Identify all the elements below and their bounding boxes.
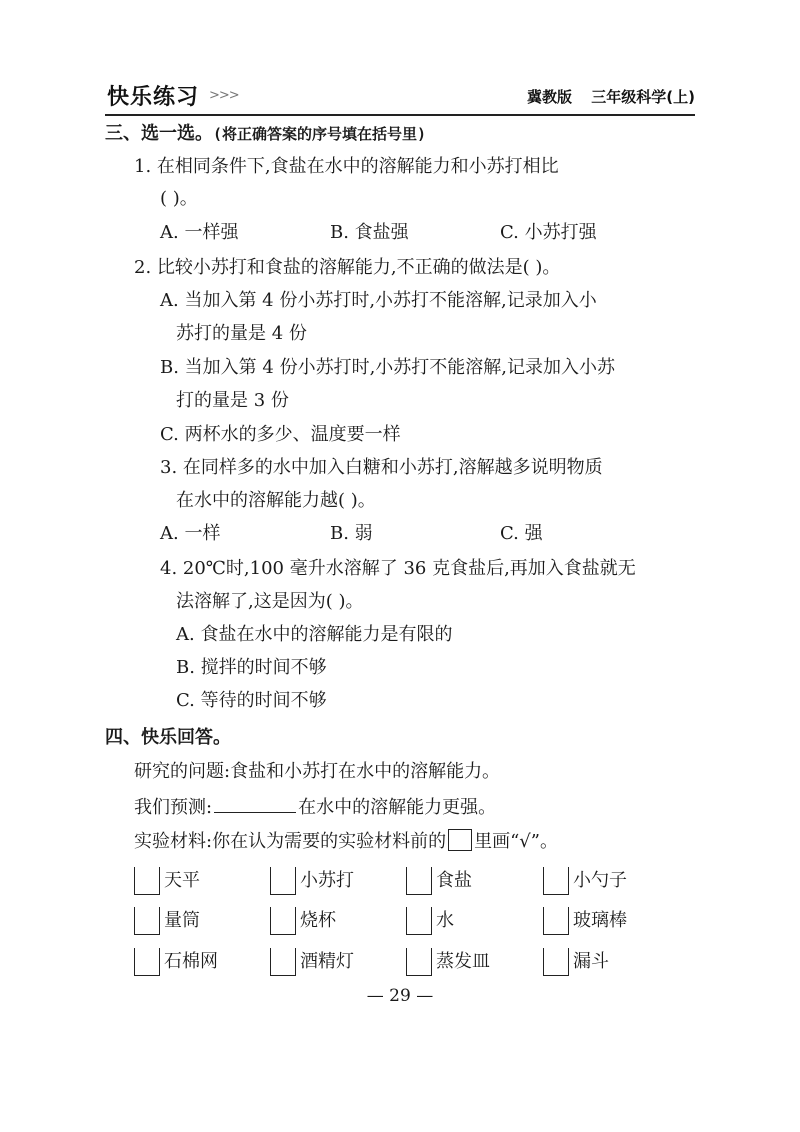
q3-stem-line2[interactable]: 在水中的溶解能力越( )。 — [176, 490, 376, 511]
material-checkbox[interactable] — [270, 867, 296, 895]
page-header — [105, 78, 695, 116]
prediction-line — [134, 794, 496, 820]
header-title: 快乐练习 — [107, 85, 200, 110]
material-checkbox[interactable] — [543, 907, 569, 935]
material-label: 天平 — [164, 870, 200, 891]
q3-option-a[interactable]: A. 一样 — [160, 523, 221, 544]
q2-option-a-line1[interactable]: A. 当加入第 4 份小苏打时,小苏打不能溶解,记录加入小 — [160, 290, 597, 311]
material-checkbox[interactable] — [543, 948, 569, 976]
material-label: 酒精灯 — [300, 951, 354, 972]
material-checkbox[interactable] — [270, 907, 296, 935]
material-label: 小勺子 — [573, 870, 627, 891]
q4-option-b[interactable]: B. 搅拌的时间不够 — [176, 657, 327, 678]
research-question: 研究的问题:食盐和小苏打在水中的溶解能力。 — [134, 761, 501, 782]
q1-option-a[interactable]: A. 一样强 — [160, 222, 239, 243]
header-arrows-decoration: >>> — [209, 88, 239, 103]
q2-option-c[interactable]: C. 两杯水的多少、温度要一样 — [160, 424, 401, 445]
material-checkbox[interactable] — [406, 867, 432, 895]
q4-stem-line1: 4. 20℃时,100 毫升水溶解了 36 克食盐后,再加入食盐就无 — [160, 558, 636, 579]
materials-prefix: 实验材料:你在认为需要的实验材料前的 — [134, 831, 447, 852]
q1-stem-line2[interactable]: ( )。 — [160, 188, 198, 209]
material-label: 石棉网 — [164, 951, 218, 972]
prediction-prefix: 我们预测: — [134, 797, 213, 818]
q3-stem-line1: 3. 在同样多的水中加入白糖和小苏打,溶解越多说明物质 — [160, 457, 603, 478]
prediction-suffix: 在水中的溶解能力更强。 — [298, 797, 497, 818]
grade-label: 三年级科学(上) — [591, 88, 695, 106]
section3-note: (将正确答案的序号填在括号里) — [213, 125, 427, 143]
material-checkbox[interactable] — [406, 907, 432, 935]
q3-option-b[interactable]: B. 弱 — [330, 523, 373, 544]
prediction-blank[interactable] — [214, 794, 296, 813]
section4-title: 四、快乐回答。 — [105, 727, 231, 748]
material-checkbox[interactable] — [134, 948, 160, 976]
q4-option-a[interactable]: A. 食盐在水中的溶解能力是有限的 — [176, 624, 453, 645]
page-number: — 29 — — [366, 986, 434, 1006]
q2-stem[interactable]: 2. 比较小苏打和食盐的溶解能力,不正确的做法是( )。 — [134, 257, 561, 278]
material-checkbox[interactable] — [134, 867, 160, 895]
q1-option-c[interactable]: C. 小苏打强 — [500, 222, 597, 243]
material-label: 蒸发皿 — [436, 951, 490, 972]
materials-instruction — [134, 829, 558, 854]
material-label: 玻璃棒 — [573, 910, 627, 931]
material-checkbox[interactable] — [270, 948, 296, 976]
material-checkbox[interactable] — [406, 948, 432, 976]
material-checkbox[interactable] — [134, 907, 160, 935]
publisher-label: 冀教版 — [527, 88, 573, 106]
materials-suffix: 里画“√”。 — [474, 831, 558, 852]
material-label: 小苏打 — [300, 870, 354, 891]
material-label: 水 — [436, 910, 454, 931]
q2-option-a-line2: 苏打的量是 4 份 — [176, 323, 307, 344]
material-label: 漏斗 — [573, 951, 609, 972]
example-checkbox — [448, 829, 472, 851]
section3-title: 三、选一选。 — [105, 123, 213, 144]
q4-option-c[interactable]: C. 等待的时间不够 — [176, 690, 327, 711]
material-label: 食盐 — [436, 870, 472, 891]
q2-option-b-line1[interactable]: B. 当加入第 4 份小苏打时,小苏打不能溶解,记录加入小苏 — [160, 357, 616, 378]
q1-option-b[interactable]: B. 食盐强 — [330, 222, 409, 243]
material-label: 烧杯 — [300, 910, 336, 931]
header-book-info — [513, 86, 695, 107]
q2-option-b-line2: 打的量是 3 份 — [176, 390, 289, 411]
material-checkbox[interactable] — [543, 867, 569, 895]
q4-stem-line2[interactable]: 法溶解了,这是因为( )。 — [176, 591, 364, 612]
material-label: 量筒 — [164, 910, 200, 931]
q1-stem-line1: 1. 在相同条件下,食盐在水中的溶解能力和小苏打相比 — [134, 156, 559, 177]
section3-heading — [105, 122, 426, 146]
q3-option-c[interactable]: C. 强 — [500, 523, 543, 544]
